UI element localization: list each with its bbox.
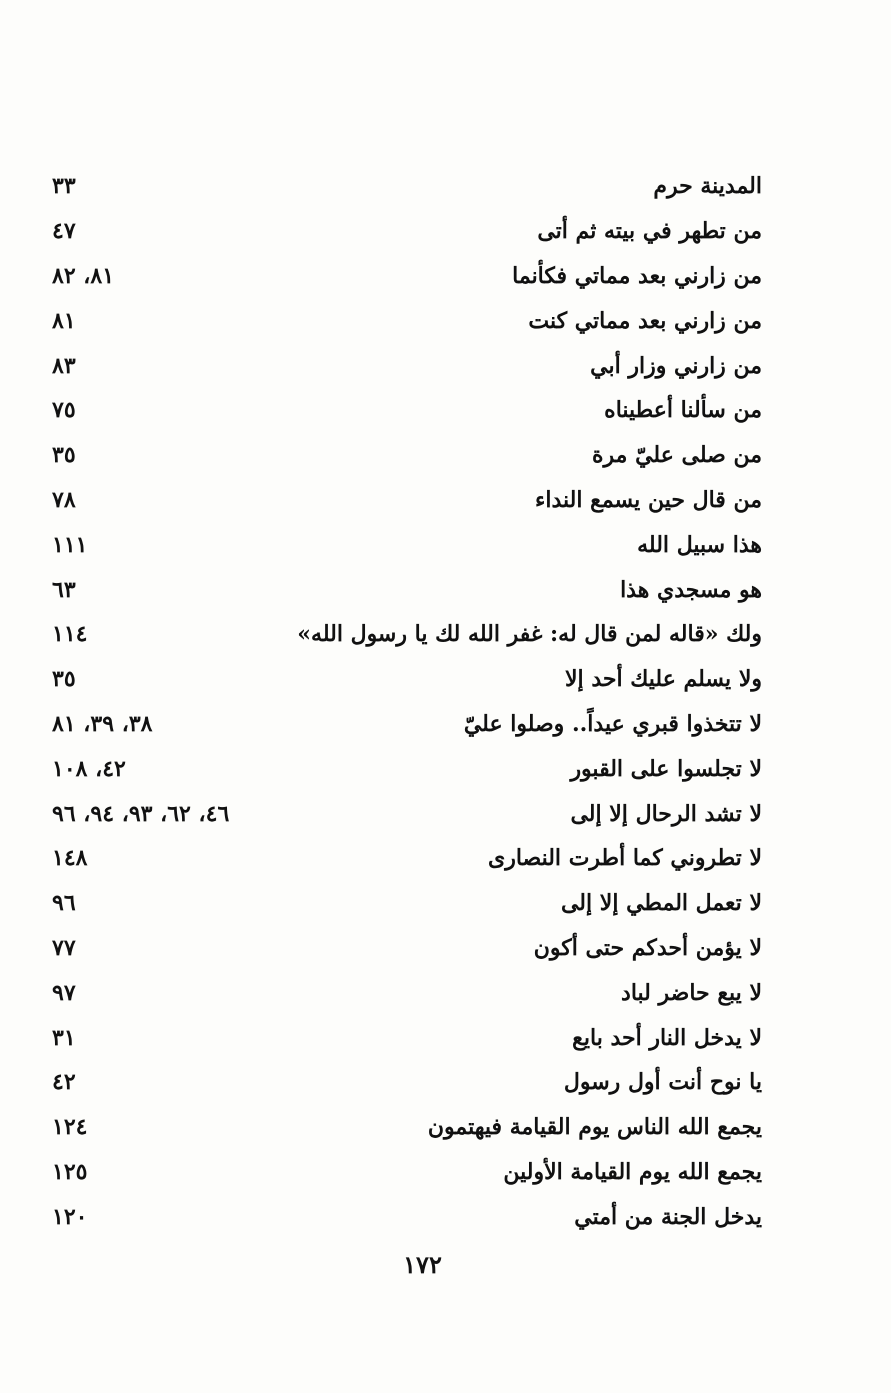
index-row [40, 164, 770, 209]
index-row [40, 926, 770, 971]
index-row [40, 567, 770, 612]
index-entry-pages: ٤٢ [52, 1069, 76, 1096]
index-entry-text: هذا سبيل الله [637, 531, 762, 558]
index-row [40, 254, 770, 299]
index-row [40, 522, 770, 567]
index-entry-text: من زارني بعد مماتي كنت [528, 307, 762, 334]
index-entry-text: لا يدخل النار أحد بايع [572, 1024, 762, 1051]
index-entry-text: يجمع الله الناس يوم القيامة فيهتمون [427, 1114, 762, 1141]
index-row [40, 657, 770, 702]
index-entry-text: ولا يسلم عليك أحد إلا [565, 666, 762, 693]
hadith-index-list [40, 164, 770, 1239]
index-entry-text: من زارني وزار أبي [590, 352, 762, 379]
index-entry-text: من زارني بعد مماتي فكأنما [512, 262, 762, 289]
index-entry-pages: ٣٨، ٣٩، ٨١ [52, 710, 153, 737]
index-entry-text: يا نوح أنت أول رسول [563, 1069, 762, 1096]
index-row [40, 970, 770, 1015]
index-row [40, 791, 770, 836]
index-entry-text: من قال حين يسمع النداء [535, 486, 762, 513]
page-number: ١٧٢ [403, 1250, 442, 1279]
index-entry-pages: ١٢٤ [52, 1114, 88, 1141]
index-entry-text: من تطهر في بيته ثم أتى [537, 218, 762, 245]
index-entry-pages: ٧٥ [52, 397, 76, 424]
index-entry-text: لا تتخذوا قبري عيداً.. وصلوا عليّ [463, 710, 762, 737]
index-row [40, 612, 770, 657]
index-entry-text: من صلى عليّ مرة [591, 442, 762, 469]
index-entry-pages: ١٢٥ [52, 1158, 88, 1185]
index-entry-text: من سألنا أعطيناه [604, 397, 762, 424]
index-entry-pages: ١١٤ [52, 621, 88, 648]
index-entry-pages: ٣٥ [52, 442, 76, 469]
index-row [40, 1060, 770, 1105]
index-row [40, 1150, 770, 1195]
index-entry-text: لا يبع حاضر لباد [621, 979, 762, 1006]
index-row [40, 746, 770, 791]
index-entry-pages: ٣٣ [52, 173, 76, 200]
index-entry-pages: ١١١ [52, 531, 88, 558]
index-entry-pages: ٨٣ [52, 352, 76, 379]
index-row [40, 1015, 770, 1060]
index-row [40, 209, 770, 254]
index-entry-text: لا تشد الرحال إلا إلى [570, 800, 762, 827]
index-row [40, 702, 770, 747]
index-row [40, 388, 770, 433]
index-entry-pages: ٦٣ [52, 576, 76, 603]
index-entry-pages: ٣٥ [52, 666, 76, 693]
index-entry-pages: ٩٧ [52, 979, 76, 1006]
index-row [40, 478, 770, 523]
index-entry-text: يجمع الله يوم القيامة الأولين [503, 1158, 762, 1185]
index-entry-pages: ٨١، ٨٢ [52, 262, 115, 289]
index-entry-pages: ٧٧ [52, 934, 76, 961]
index-row [40, 298, 770, 343]
index-entry-text: ولك «قاله لمن قال له: غفر الله لك يا رسول الله» [297, 621, 762, 648]
index-entry-pages: ٣١ [52, 1024, 76, 1051]
index-entry-pages: ٨١ [52, 307, 76, 334]
index-row [40, 343, 770, 388]
index-row [40, 1194, 770, 1239]
index-entry-text: المدينة حرم [653, 173, 762, 200]
index-entry-text: لا تطروني كما أطرت النصارى [487, 845, 762, 872]
index-entry-pages: ٤٧ [52, 218, 76, 245]
index-row [40, 881, 770, 926]
index-row [40, 433, 770, 478]
index-entry-text: هو مسجدي هذا [620, 576, 762, 603]
index-entry-pages: ٤٦، ٦٢، ٩٣، ٩٤، ٩٦ [52, 800, 230, 827]
index-entry-pages: ١٤٨ [52, 845, 88, 872]
index-entry-text: يدخل الجنة من أمتي [574, 1203, 762, 1230]
index-entry-text: لا تعمل المطي إلا إلى [560, 890, 762, 917]
index-entry-pages: ٤٢، ١٠٨ [52, 755, 126, 782]
index-entry-text: لا تجلسوا على القبور [570, 755, 762, 782]
index-entry-pages: ٩٦ [52, 890, 76, 917]
index-entry-pages: ٧٨ [52, 486, 76, 513]
index-row [40, 836, 770, 881]
index-entry-text: لا يؤمن أحدكم حتى أكون [533, 934, 762, 961]
index-row [40, 1105, 770, 1150]
index-entry-pages: ١٢٠ [52, 1203, 88, 1230]
